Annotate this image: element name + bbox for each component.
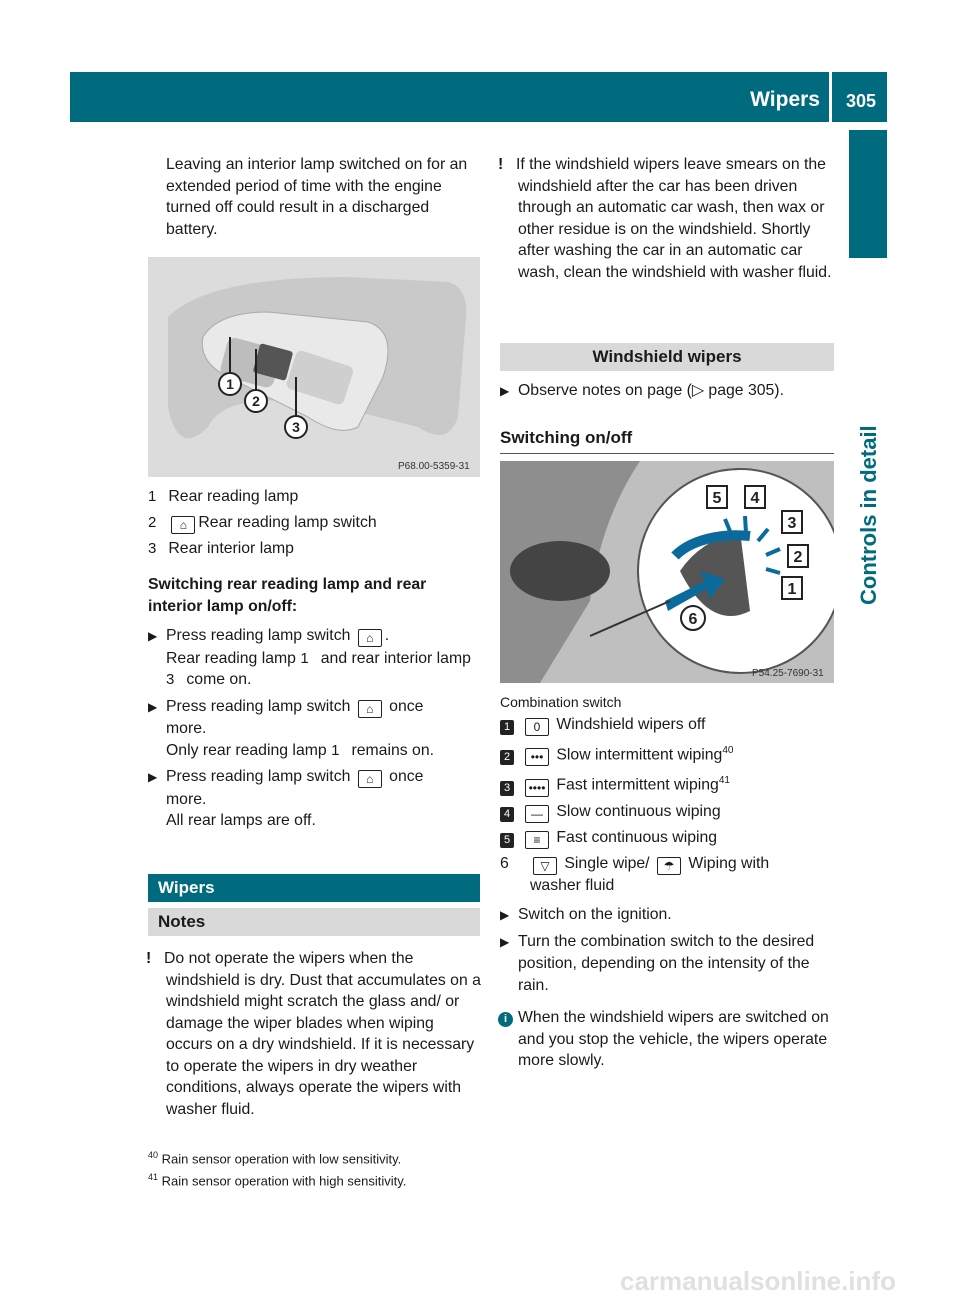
arrow-icon: ▶ (500, 908, 510, 922)
svg-text:5: 5 (712, 490, 722, 507)
svg-text:2: 2 (252, 393, 260, 409)
legend-item: 2 ⌂ Rear reading lamp switch (148, 513, 377, 532)
wiper-off-icon: 0 (525, 718, 549, 736)
reading-lamp-image (148, 257, 480, 477)
header-separator (829, 72, 832, 122)
single-wipe-icon: ▽ (533, 857, 557, 875)
legend-item: 4 — Slow continuous wiping (500, 801, 834, 823)
arrow-icon: ▶ (148, 699, 158, 714)
callout-number: 6 (500, 854, 509, 872)
page-ref-icon: ▷ (691, 382, 705, 399)
footnote-item: $^{40}$ Rain sensor operation with low sensitivity. (148, 1150, 402, 1167)
arrow-icon: ▶ (148, 770, 158, 784)
lamp-heading: Switching rear reading lamp and rear interior lamp on/off: (148, 576, 427, 615)
legend-item: 5 ≡ Fast continuous wiping (500, 827, 834, 849)
step-item: ▶ Turn the combination switch to the desired position, depending on the intensity of the rain. (500, 932, 815, 994)
callout-number: 2 (148, 513, 157, 531)
position-number: 2 (500, 750, 514, 765)
legend-item: 6 ▽ Single wipe/ ☂ Wiping with washer fluid (500, 854, 770, 894)
lamp-legend (148, 486, 482, 559)
section-windshield-wipers: Windshield wipers (500, 343, 834, 371)
switch-steps (500, 904, 834, 996)
page-number: 305 (845, 91, 877, 111)
watermark: carmanualsonline.info (620, 1266, 896, 1296)
slow-continuous-icon: — (525, 805, 549, 823)
warning-icon: ! (498, 156, 504, 173)
step-item: ▶ Switch on the ignition. (518, 904, 834, 927)
position-number: 5 (500, 833, 514, 848)
intro-text: Leaving an interior lamp switched on for an extended period of time with the engine turned off could result in a discharged battery. (166, 156, 468, 238)
callout-number: 1 (148, 488, 157, 505)
switching-heading: Switching on/off (500, 428, 834, 454)
observe-notes: ▶ Observe notes on page (▷ page 305). (500, 380, 834, 403)
reading-lamp-switch-icon: ⌂ (358, 700, 382, 718)
position-number: 3 (500, 781, 514, 796)
slow-intermittent-icon: ••• (525, 748, 549, 766)
side-tab (849, 130, 887, 258)
step-item: ▶ Press reading lamp switch ⌂ . Rear reading lamp 1 and rear interior lamp 3 come on. (148, 627, 471, 688)
washer-fluid-icon: ☂ (657, 857, 681, 875)
fast-continuous-icon: ≡ (525, 831, 549, 849)
footnotes (148, 1146, 748, 1191)
legend-item: 1 0 Windshield wipers off (500, 714, 834, 736)
legend-item: 1 Rear reading lamp (148, 486, 482, 508)
step-item: ▶ Press reading lamp switch ⌂ once more. All rear lamps are off. (148, 768, 424, 829)
combination-switch-illustration (500, 461, 834, 683)
wiper-legend (500, 714, 834, 896)
position-number: 4 (500, 807, 514, 822)
reading-lamp-switch-icon: ⌂ (358, 629, 382, 647)
side-label: Controls in detail (856, 425, 881, 605)
lamp-steps (148, 625, 482, 832)
reading-lamp-switch-icon: ⌂ (171, 516, 195, 534)
warning-icon: ! (146, 950, 152, 967)
subsection-notes: Notes (148, 908, 480, 936)
svg-text:3: 3 (787, 515, 797, 532)
note-car-wash: ! If the windshield wipers leave smears on the windshield after the car has been driven through an automatic car wash, then wax or other residue is on the windshield. Shortly after washing the car in an automatic car wash, clean the windshield with washer fluid. (498, 156, 832, 281)
svg-text:4: 4 (750, 490, 760, 507)
page-title: Wipers (750, 88, 820, 111)
arrow-icon: ▶ (500, 934, 510, 949)
svg-text:2: 2 (793, 549, 803, 566)
arrow-icon: ▶ (148, 629, 158, 643)
svg-text:3: 3 (292, 419, 300, 435)
info-icon: i (498, 1012, 513, 1027)
step-item: ▶ Press reading lamp switch ⌂ once more. Only rear reading lamp 1 remains on. (148, 697, 435, 759)
position-number: 1 (500, 720, 514, 735)
combination-switch-image (500, 461, 834, 683)
svg-text:1: 1 (226, 376, 234, 392)
section-wipers: Wipers (148, 874, 480, 902)
image-caption: Combination switch (500, 694, 622, 710)
legend-item: 3 Rear interior lamp (148, 538, 482, 560)
arrow-icon: ▶ (500, 384, 510, 398)
reading-lamp-illustration (148, 257, 480, 477)
image-code: P68.00-5359-31 (398, 461, 470, 472)
note-dry-windshield: ! Do not operate the wipers when the windshield is dry. Dust that accumulates on a windshield might scratch the glass and/ or damage the wiper blades when wiping occurs on a dry windshield. If it is necessary to operate the wipers in dry weather conditions, always operate the wipers with washer fluid. (146, 950, 481, 1118)
fast-intermittent-icon: •••• (525, 779, 549, 797)
info-note: i When the windshield wipers are switched on and you stop the vehicle, the wipers operate more slowly. (500, 1007, 834, 1072)
svg-text:6: 6 (688, 611, 698, 628)
callout-number: 3 (148, 539, 157, 557)
legend-item: 3 •••• Fast intermittent wiping$^{41}$ (500, 770, 834, 796)
svg-text:1: 1 (787, 581, 797, 598)
reading-lamp-switch-icon: ⌂ (358, 770, 382, 788)
legend-item: 2 ••• Slow intermittent wiping$^{40}$ (500, 740, 834, 766)
image-code: P54.25-7690-31 (752, 668, 824, 679)
footnote-item: $^{41}$ Rain sensor operation with high sensitivity. (148, 1172, 407, 1189)
